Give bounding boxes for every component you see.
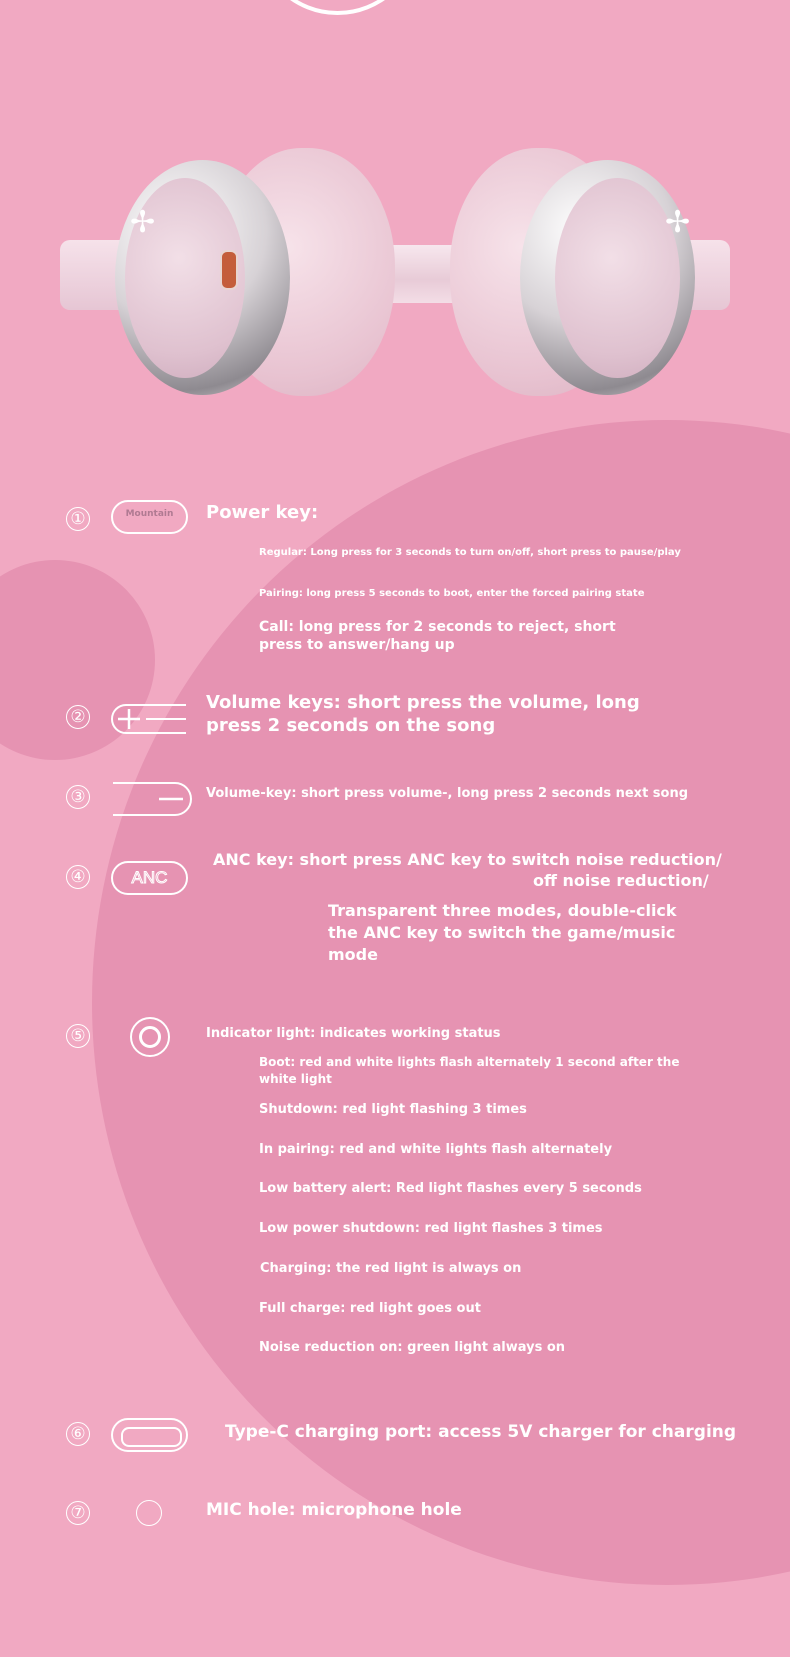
mic-hole-text: MIC hole: microphone hole xyxy=(206,1500,462,1520)
indicator-boot-text-2: white light xyxy=(259,1072,332,1086)
indicator-title: Indicator light: indicates working status xyxy=(206,1026,501,1041)
indicator-item: Noise reduction on: green light always on xyxy=(259,1340,566,1355)
anc-button-label: ANC xyxy=(131,868,168,887)
power-key-title: Power key: xyxy=(206,502,319,523)
indicator-boot-text-1: Boot: red and white lights flash alternately 1 second after the xyxy=(259,1055,680,1069)
row-number: ① xyxy=(66,507,90,531)
volume-up-text-2: press 2 seconds on the song xyxy=(206,715,496,736)
mic-hole-icon xyxy=(136,1500,162,1526)
indicator-item: Full charge: red light goes out xyxy=(259,1301,481,1316)
row-number: ⑦ xyxy=(66,1501,90,1525)
top-decorative-circle xyxy=(255,0,420,15)
indicator-item: In pairing: red and white lights flash alternately xyxy=(259,1142,613,1157)
usb-c-port-icon xyxy=(220,250,238,290)
row-number: ⑥ xyxy=(66,1422,90,1446)
minus-icon xyxy=(111,780,193,818)
power-button-icon xyxy=(111,500,188,534)
indicator-item: Charging: the red light is always on xyxy=(260,1261,522,1276)
volume-down-text: Volume-key: short press volume-, long press 2 seconds next song xyxy=(206,786,689,801)
indicator-light-icon xyxy=(130,1017,170,1057)
row-number: ③ xyxy=(66,785,90,809)
anc-text-3: Transparent three modes, double-click xyxy=(328,901,677,920)
anc-text-1: ANC key: short press ANC key to switch noise reduction/ xyxy=(213,850,722,869)
type-c-text: Type-C charging port: access 5V charger for charging xyxy=(225,1422,737,1442)
right-cup-plate xyxy=(555,178,680,378)
power-pairing-text: Pairing: long press 5 seconds to boot, enter the forced pairing state xyxy=(259,588,645,599)
anc-text-2: off noise reduction/ xyxy=(533,871,709,890)
anc-text-5: mode xyxy=(328,945,378,964)
indicator-item: Low battery alert: Red light flashes every 5 seconds xyxy=(259,1181,642,1196)
indicator-item: Low power shutdown: red light flashes 3 times xyxy=(259,1221,603,1236)
indicator-light-inner-ring xyxy=(139,1026,161,1048)
anc-text-4: the ANC key to switch the game/music xyxy=(328,923,676,942)
anc-button-icon xyxy=(111,861,188,895)
row-number: ② xyxy=(66,705,90,729)
indicator-item: Shutdown: red light flashing 3 times xyxy=(259,1102,527,1117)
power-regular-text: Regular: Long press for 3 seconds to turn on/off, short press to pause/play xyxy=(259,547,681,558)
row-number: ④ xyxy=(66,865,90,889)
brand-logo-icon: ✢ xyxy=(665,205,691,240)
type-c-port-inner xyxy=(121,1427,182,1447)
power-call-text-2: press to answer/hang up xyxy=(259,637,455,653)
power-call-text-1: Call: long press for 2 seconds to reject, short xyxy=(259,619,616,635)
power-button-label: Mountain xyxy=(125,509,174,519)
row-number: ⑤ xyxy=(66,1024,90,1048)
plus-icon xyxy=(106,701,188,737)
volume-up-text-1: Volume keys: short press the volume, long xyxy=(206,692,640,713)
headphones-image xyxy=(55,140,735,410)
type-c-port-icon xyxy=(111,1418,188,1452)
brand-logo-icon: ✢ xyxy=(130,205,156,240)
